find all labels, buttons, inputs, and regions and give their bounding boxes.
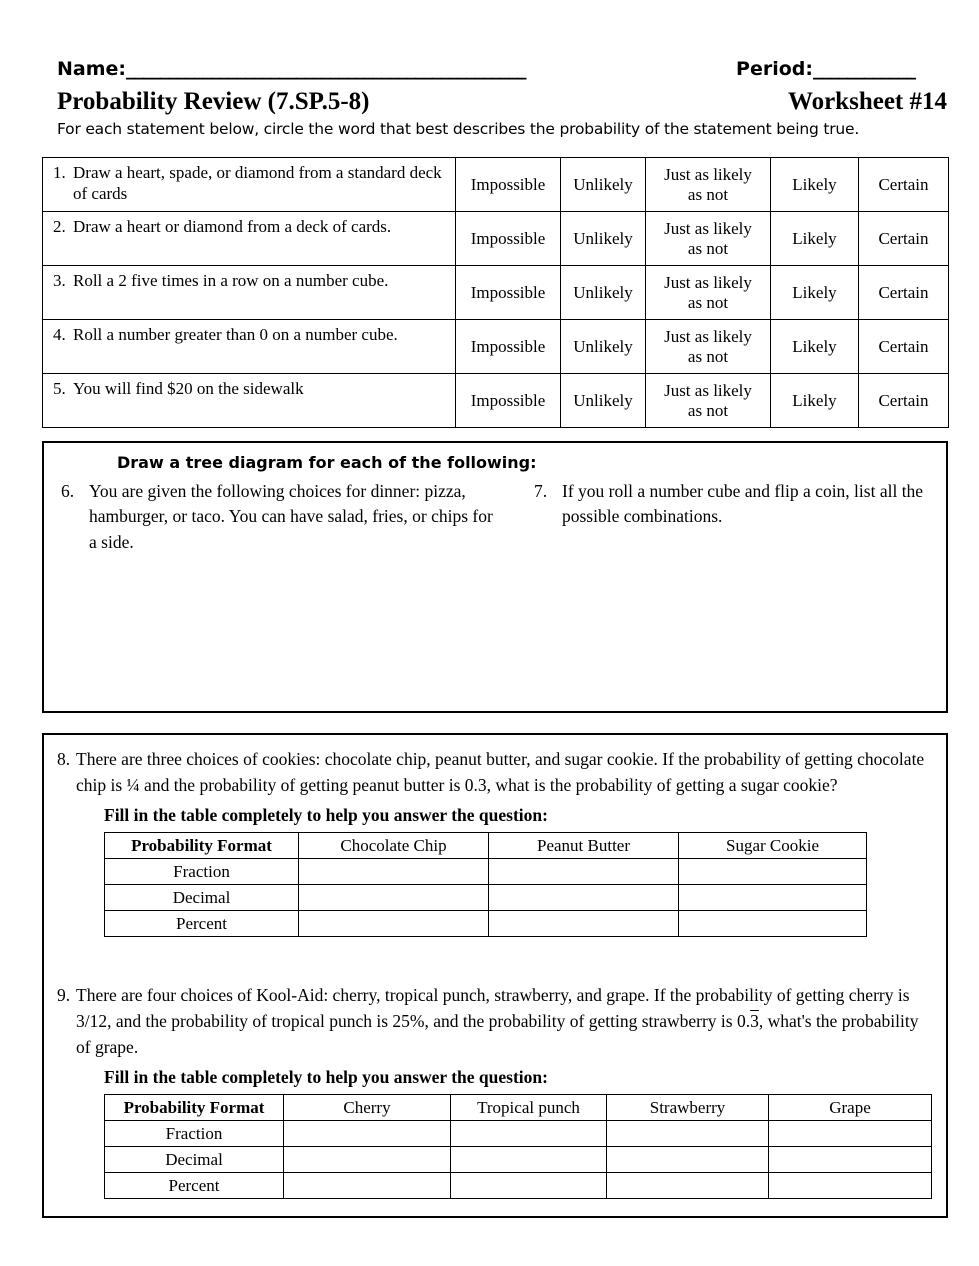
page-title: Probability Review (7.SP.5-8) bbox=[57, 88, 370, 115]
table9-cell-decimal-cherry[interactable] bbox=[284, 1146, 451, 1172]
worksheet-number: Worksheet #14 bbox=[787, 88, 947, 115]
row-number: 2. bbox=[53, 217, 66, 236]
tree-section-heading: Draw a tree diagram for each of the following: bbox=[117, 453, 537, 472]
table-header-row bbox=[105, 1094, 932, 1120]
table9-header-grape: Grape bbox=[769, 1094, 932, 1120]
table8-cell-percent-peanut[interactable] bbox=[489, 911, 679, 937]
question-9-text-part1: There are four choices of Kool-Aid: cherry, tropical punch, strawberry, and grape. If the probability of getting cherry is 3/12, and the probability of tropical punch is 25%, and the probability of getting strawberry is 0. bbox=[76, 985, 910, 1031]
statement-cell bbox=[43, 266, 456, 320]
row-number: 4. bbox=[53, 325, 66, 344]
statement-cell bbox=[43, 158, 456, 212]
row-statement: Roll a 2 five times in a row on a number cube. bbox=[73, 271, 389, 290]
table8-cell-decimal-peanut[interactable] bbox=[489, 884, 679, 910]
table-row bbox=[105, 1146, 932, 1172]
question-8-body bbox=[76, 747, 934, 937]
table9-header-strawberry: Strawberry bbox=[607, 1094, 769, 1120]
tree-question-columns bbox=[44, 479, 946, 555]
question-6 bbox=[44, 479, 504, 555]
option-certain[interactable]: Certain bbox=[859, 266, 949, 320]
tree-diagram-section bbox=[42, 441, 948, 713]
option-just-as-likely-as-not[interactable] bbox=[646, 158, 771, 212]
table9-row-label-decimal: Decimal bbox=[105, 1146, 284, 1172]
question-8 bbox=[44, 747, 934, 937]
row-statement: You will find $20 on the sidewalk bbox=[73, 379, 304, 398]
option-likely[interactable]: Likely bbox=[771, 374, 859, 428]
table8-header-format: Probability Format bbox=[105, 832, 299, 858]
jal-line1: Just as likely bbox=[664, 380, 752, 400]
table8-row-label-decimal: Decimal bbox=[105, 884, 299, 910]
table8-row-label-percent: Percent bbox=[105, 911, 299, 937]
jal-line2: as not bbox=[687, 346, 729, 366]
table-row bbox=[43, 320, 949, 374]
question-9-fill-note: Fill in the table completely to help you answer the question: bbox=[104, 1066, 548, 1087]
option-likely[interactable]: Likely bbox=[771, 266, 859, 320]
statement-cell bbox=[43, 374, 456, 428]
table8-cell-fraction-peanut[interactable] bbox=[489, 858, 679, 884]
option-impossible[interactable]: Impossible bbox=[456, 374, 561, 428]
row-number: 1. bbox=[53, 163, 66, 182]
option-unlikely[interactable]: Unlikely bbox=[561, 158, 646, 212]
table9-cell-percent-tropical[interactable] bbox=[451, 1173, 607, 1199]
option-impossible[interactable]: Impossible bbox=[456, 212, 561, 266]
question-9-table[interactable] bbox=[104, 1094, 932, 1200]
jal-line1: Just as likely bbox=[664, 326, 752, 346]
option-just-as-likely-as-not[interactable] bbox=[646, 266, 771, 320]
table9-header-format: Probability Format bbox=[105, 1094, 284, 1120]
table8-row-label-fraction: Fraction bbox=[105, 858, 299, 884]
question-7-text: If you roll a number cube and flip a coin, list all the possible combinations. bbox=[562, 481, 924, 527]
table9-cell-fraction-cherry[interactable] bbox=[284, 1120, 451, 1146]
period-label: Period: bbox=[736, 58, 813, 80]
question-7-number: 7. bbox=[534, 481, 548, 501]
option-impossible[interactable]: Impossible bbox=[456, 158, 561, 212]
table8-cell-decimal-chocolate[interactable] bbox=[299, 884, 489, 910]
option-certain[interactable]: Certain bbox=[859, 212, 949, 266]
table8-header-peanut-butter: Peanut Butter bbox=[489, 832, 679, 858]
table-row bbox=[43, 158, 949, 212]
option-likely[interactable]: Likely bbox=[771, 212, 859, 266]
table-row bbox=[43, 374, 949, 428]
table-row bbox=[105, 858, 867, 884]
question-9-repeating-digit: 3 bbox=[750, 1010, 759, 1031]
table9-header-cherry: Cherry bbox=[284, 1094, 451, 1120]
option-just-as-likely-as-not[interactable] bbox=[646, 374, 771, 428]
row-statement: Draw a heart, spade, or diamond from a standard deck of cards bbox=[73, 163, 442, 203]
jal-line1: Just as likely bbox=[664, 272, 752, 292]
table-row bbox=[105, 1120, 932, 1146]
table-row bbox=[105, 1173, 932, 1199]
option-unlikely[interactable]: Unlikely bbox=[561, 212, 646, 266]
table9-cell-decimal-strawberry[interactable] bbox=[607, 1146, 769, 1172]
table8-header-sugar-cookie: Sugar Cookie bbox=[679, 832, 867, 858]
statement-cell bbox=[43, 212, 456, 266]
question-9-body bbox=[76, 983, 934, 1199]
table-row bbox=[105, 884, 867, 910]
question-8-table[interactable] bbox=[104, 832, 867, 938]
row-statement: Draw a heart or diamond from a deck of cards. bbox=[73, 217, 392, 236]
period-blank-line[interactable]: ____________ bbox=[812, 58, 915, 80]
row-number: 5. bbox=[53, 379, 66, 398]
option-unlikely[interactable]: Unlikely bbox=[561, 374, 646, 428]
option-impossible[interactable]: Impossible bbox=[456, 266, 561, 320]
option-certain[interactable]: Certain bbox=[859, 158, 949, 212]
table9-cell-decimal-grape[interactable] bbox=[769, 1146, 932, 1172]
table-row bbox=[105, 911, 867, 937]
option-certain[interactable]: Certain bbox=[859, 320, 949, 374]
jal-line2: as not bbox=[687, 238, 729, 258]
jal-line1: Just as likely bbox=[664, 218, 752, 238]
table8-cell-fraction-chocolate[interactable] bbox=[299, 858, 489, 884]
name-blank-line[interactable]: _______________________________________________ bbox=[126, 58, 526, 80]
row-number: 3. bbox=[53, 271, 66, 290]
table9-cell-percent-strawberry[interactable] bbox=[607, 1173, 769, 1199]
table-row bbox=[43, 212, 949, 266]
title-row bbox=[57, 88, 947, 116]
jal-line2: as not bbox=[687, 400, 729, 420]
option-certain[interactable]: Certain bbox=[859, 374, 949, 428]
jal-line1: Just as likely bbox=[664, 164, 752, 184]
table9-cell-decimal-tropical[interactable] bbox=[451, 1146, 607, 1172]
table9-header-tropical-punch: Tropical punch bbox=[451, 1094, 607, 1120]
table9-row-label-percent: Percent bbox=[105, 1173, 284, 1199]
questions-8-9-section bbox=[42, 733, 948, 1218]
option-unlikely[interactable]: Unlikely bbox=[561, 266, 646, 320]
option-just-as-likely-as-not[interactable] bbox=[646, 320, 771, 374]
question-6-number: 6. bbox=[61, 481, 75, 501]
statement-cell bbox=[43, 320, 456, 374]
option-likely[interactable]: Likely bbox=[771, 158, 859, 212]
table8-header-chocolate-chip: Chocolate Chip bbox=[299, 832, 489, 858]
question-8-fill-note: Fill in the table completely to help you answer the question: bbox=[104, 804, 548, 825]
table9-cell-fraction-strawberry[interactable] bbox=[607, 1120, 769, 1146]
question-7 bbox=[504, 479, 944, 555]
option-likely[interactable]: Likely bbox=[771, 320, 859, 374]
jal-line2: as not bbox=[687, 184, 729, 204]
jal-line2: as not bbox=[687, 292, 729, 312]
question-9-text-part2: , what's the probability of grape. bbox=[76, 1010, 919, 1057]
question-6-text: You are given the following choices for dinner: pizza, hamburger, or taco. You can have salad, fries, or chips for a side. bbox=[89, 481, 493, 552]
table-row bbox=[43, 266, 949, 320]
table8-cell-fraction-sugar[interactable] bbox=[679, 858, 867, 884]
table-header-row bbox=[105, 832, 867, 858]
option-unlikely[interactable]: Unlikely bbox=[561, 320, 646, 374]
table8-cell-percent-chocolate[interactable] bbox=[299, 911, 489, 937]
table8-cell-percent-sugar[interactable] bbox=[679, 911, 867, 937]
question-9 bbox=[44, 983, 934, 1199]
question-8-number: 8. bbox=[57, 749, 71, 769]
probability-scale-table bbox=[42, 157, 949, 428]
question-9-number: 9. bbox=[57, 985, 71, 1005]
row-statement: Roll a number greater than 0 on a number cube. bbox=[73, 325, 398, 344]
table8-cell-decimal-sugar[interactable] bbox=[679, 884, 867, 910]
instructions-text: For each statement below, circle the word that best describes the probability of the statement being true. bbox=[57, 120, 860, 138]
table9-cell-fraction-grape[interactable] bbox=[769, 1120, 932, 1146]
question-8-text: There are three choices of cookies: chocolate chip, peanut butter, and sugar cookie. If the probability of getting chocolate chip is ¼ and the probability of getting peanut butter is 0.3, what is the probability of getting a sugar cookie? bbox=[76, 749, 925, 795]
option-impossible[interactable]: Impossible bbox=[456, 320, 561, 374]
name-label: Name: bbox=[57, 58, 127, 80]
table9-row-label-fraction: Fraction bbox=[105, 1120, 284, 1146]
table9-cell-percent-grape[interactable] bbox=[769, 1173, 932, 1199]
table9-cell-percent-cherry[interactable] bbox=[284, 1173, 451, 1199]
table9-cell-fraction-tropical[interactable] bbox=[451, 1120, 607, 1146]
name-period-row bbox=[57, 58, 947, 84]
option-just-as-likely-as-not[interactable] bbox=[646, 212, 771, 266]
